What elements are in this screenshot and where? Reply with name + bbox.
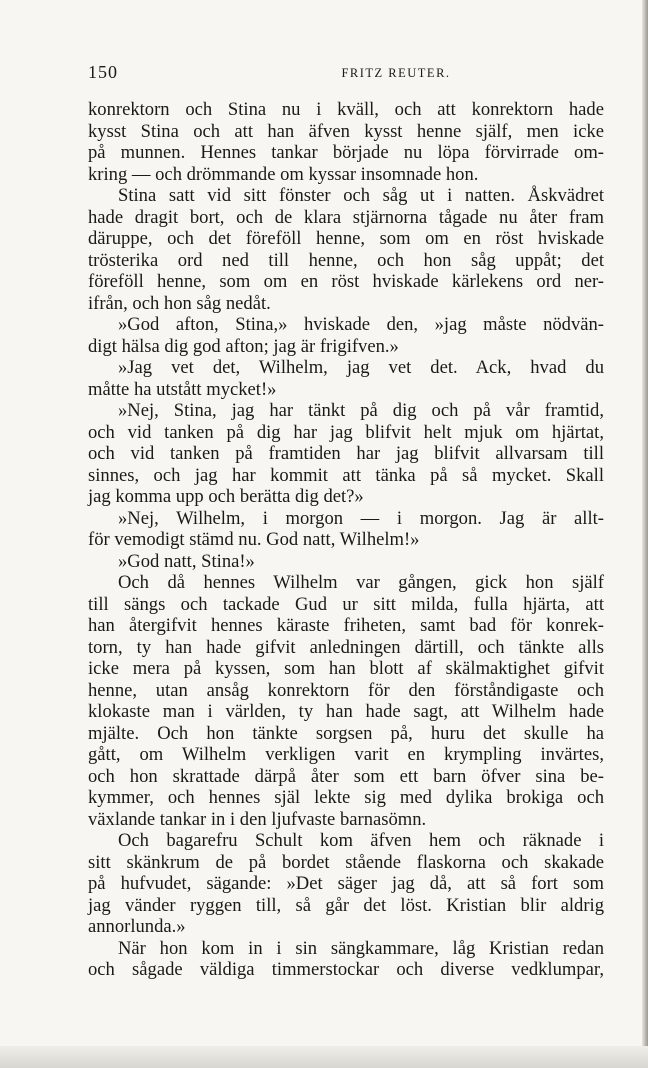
- text-line: gått, om Wilhelm verkligen varit en krympling invärtes,: [88, 744, 604, 765]
- text-line: kring — och drömmande om kyssar insomnade hon.: [88, 163, 479, 185]
- text-line: och vid tanken på dig har jag blifvit helt mjuk om hjärtat,: [88, 421, 604, 443]
- text-line: kymmer, och hennes själ lekte sig med dylika brokiga och: [88, 787, 604, 808]
- text-line: ifrån, och hon såg nedåt.: [88, 292, 271, 314]
- text-line: mjälte. Och hon tänkte sorgsen på, huru det skulle ha: [88, 722, 604, 744]
- text-line: och sågade väldiga timmerstockar och diverse vedklumpar,: [88, 959, 604, 980]
- text-line: icke mera på kyssen, som han blott af skälmaktighet gifvit: [88, 658, 604, 679]
- text-line: »Jag vet det, Wilhelm, jag vet det. Ack, hvad du: [118, 357, 604, 378]
- text-line: sinnes, och jag har kommit att tänka på så mycket. Skall: [88, 464, 604, 486]
- text-line: hade dragit bort, och de klara stjärnorna tågade nu åter fram: [88, 206, 604, 228]
- running-head: [88, 62, 608, 86]
- text-line: »Nej, Wilhelm, i morgon — i morgon. Jag är allt-: [118, 507, 604, 529]
- text-line: måtte ha utstått mycket!»: [88, 378, 277, 400]
- text-line: jag vänder ryggen till, så går det löst. Kristian blir aldrig: [88, 894, 604, 916]
- text-line: föreföll henne, som om en röst hviskade kärlekens ord ner-: [88, 271, 604, 292]
- text-line: kysst Stina och att han äfven kysst henne själf, men icke: [88, 120, 604, 142]
- text-line: för vemodigt stämd nu. God natt, Wilhelm!»: [88, 529, 420, 550]
- text-line: »God natt, Stina!»: [118, 550, 255, 572]
- text-line: Och då hennes Wilhelm var gången, gick hon själf: [118, 572, 604, 593]
- text-line: digt hälsa dig god afton; jag är frigifven.»: [88, 335, 399, 357]
- text-line: sitt skänkrum de på bordet stående flaskorna och skakade: [88, 851, 604, 873]
- text-line: på munnen. Hennes tankar började nu löpa förvirrade om-: [88, 142, 604, 163]
- text-line: han återgifvit hennes käraste friheten, samt bad för konrek-: [88, 615, 604, 636]
- text-line: växlande tankar in i den ljufvaste barnasömn.: [88, 808, 427, 830]
- body-text: [88, 99, 604, 981]
- text-line: annorlunda.»: [88, 916, 186, 937]
- text-line: »God afton, Stina,» hviskade den, »jag måste nödvän-: [118, 314, 604, 335]
- text-line: på hufvudet, sägande: »Det säger jag då, att så fort som: [88, 873, 604, 894]
- text-line: »Nej, Stina, jag har tänkt på dig och på vår framtid,: [118, 400, 604, 421]
- text-line: till sängs och tackade Gud ur sitt milda, fulla hjärta, att: [88, 593, 604, 615]
- text-line: henne, utan ansåg konrektorn för den förståndigaste och: [88, 679, 604, 701]
- text-line: När hon kom in i sin sängkammare, låg Kristian redan: [118, 937, 604, 959]
- text-line: däruppe, och det föreföll henne, som om en röst hviskade: [88, 228, 604, 249]
- text-line: Stina satt vid sitt fönster och såg ut i natten. Åskvädret: [118, 185, 604, 206]
- text-line: konrektorn och Stina nu i kväll, och att konrektorn hade: [88, 99, 604, 120]
- text-line: torn, ty han hade gifvit anledningen därtill, och tänkte alls: [88, 636, 604, 658]
- page-bottom-margin: [0, 1046, 648, 1068]
- text-line: klokaste man i världen, ty han hade sagt, att Wilhelm hade: [88, 701, 604, 722]
- page-edge-shadow: [642, 0, 648, 1068]
- text-line: jag komma upp och berätta dig det?»: [88, 486, 364, 507]
- running-title: FRITZ REUTER.: [341, 66, 451, 80]
- text-line: och vid tanken på framtiden har jag blifvit allvarsam till: [88, 443, 604, 464]
- text-line: trösterika ord ned till henne, och hon såg uppåt; det: [88, 249, 604, 271]
- text-line: Och bagarefru Schult kom äfven hem och räknade i: [118, 830, 604, 851]
- text-line: och hon skrattade därpå åter som ett barn öfver sina be-: [88, 765, 604, 787]
- page-number: 150: [88, 62, 118, 82]
